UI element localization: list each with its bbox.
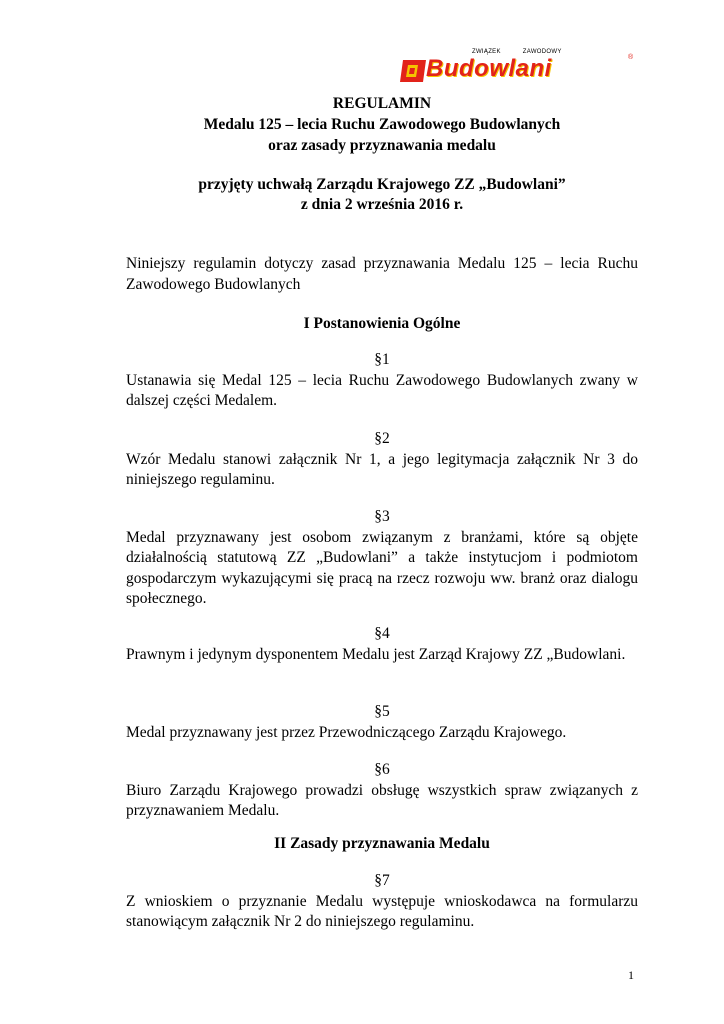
- paragraph-text: Medal przyznawany jest przez Przewodniczącego Zarządu Krajowego.: [126, 723, 567, 741]
- paragraph-2: [126, 429, 638, 491]
- logo-mark-icon: [400, 60, 426, 82]
- paragraph-6: [126, 760, 638, 822]
- section-heading-2: II Zasady przyznawania Medalu: [274, 835, 490, 852]
- logo-wordmark: Budowlani: [426, 55, 552, 82]
- paragraph-text: Prawnym i jedynym dysponentem Medalu jest Zarząd Krajowy ZZ „Budowlani.: [126, 645, 626, 663]
- paragraph-number: §5: [374, 703, 390, 720]
- adoption-line: przyjęty uchwałą Zarządu Krajowego ZZ „Budowlani”: [198, 176, 566, 193]
- adoption-date: z dnia 2 września 2016 r.: [300, 196, 464, 213]
- logo-union-left: ZWIĄZEK: [472, 49, 501, 55]
- page-number: 1: [628, 968, 634, 982]
- paragraph-number: §7: [374, 872, 390, 889]
- paragraph-number: §4: [374, 625, 390, 642]
- document-title: REGULAMIN: [332, 95, 432, 112]
- logo-union-right: ZAWODOWY: [522, 49, 562, 55]
- paragraph-1: [126, 350, 638, 412]
- paragraph-number: §1: [374, 351, 390, 368]
- paragraph-text: Wzór Medalu stanowi załącznik Nr 1, a jego legitymacja załącznik Nr 3 do niniejszego regulaminu.: [126, 450, 638, 488]
- paragraph-text: Ustanawia się Medal 125 – lecia Ruchu Zawodowego Budowlanych zwany w dalszej części Medalem.: [126, 371, 638, 409]
- paragraph-3: [126, 507, 638, 610]
- paragraph-number: §3: [374, 508, 390, 525]
- document-subtitle-2: oraz zasady przyznawania medalu: [268, 137, 496, 154]
- paragraph-text: Z wnioskiem o przyznanie Medalu występuje wnioskodawca na formularzu stanowiącym załącznik Nr 2 do niniejszego regulaminu.: [126, 892, 638, 930]
- budowlani-logo: [400, 49, 636, 82]
- paragraph-number: §2: [374, 430, 390, 447]
- document-subtitle: Medalu 125 – lecia Ruchu Zawodowego Budowlanych: [203, 116, 561, 133]
- section-heading-1: I Postanowienia Ogólne: [303, 315, 461, 332]
- paragraph-7: [126, 871, 638, 933]
- paragraph-text: Medal przyznawany jest osobom związanym z branżami, które są objęte działalnością statutową ZZ „Budowlani” a także instytucjom i podmiotom gospodarczym wykazującymi się pracą na rzecz rozwoju ww. branż oraz dialogu społecznego.: [126, 528, 638, 607]
- logo-registered-mark: ®: [628, 54, 634, 61]
- paragraph-4: [126, 624, 638, 665]
- paragraph-5: [126, 702, 638, 743]
- paragraph-text: Biuro Zarządu Krajowego prowadzi obsługę wszystkich spraw związanych z przyznawaniem Medalu.: [126, 781, 638, 819]
- paragraph-number: §6: [374, 761, 390, 778]
- intro-paragraph: Niniejszy regulamin dotyczy zasad przyznawania Medalu 125 – lecia Ruchu Zawodowego Budowlanych: [126, 255, 638, 293]
